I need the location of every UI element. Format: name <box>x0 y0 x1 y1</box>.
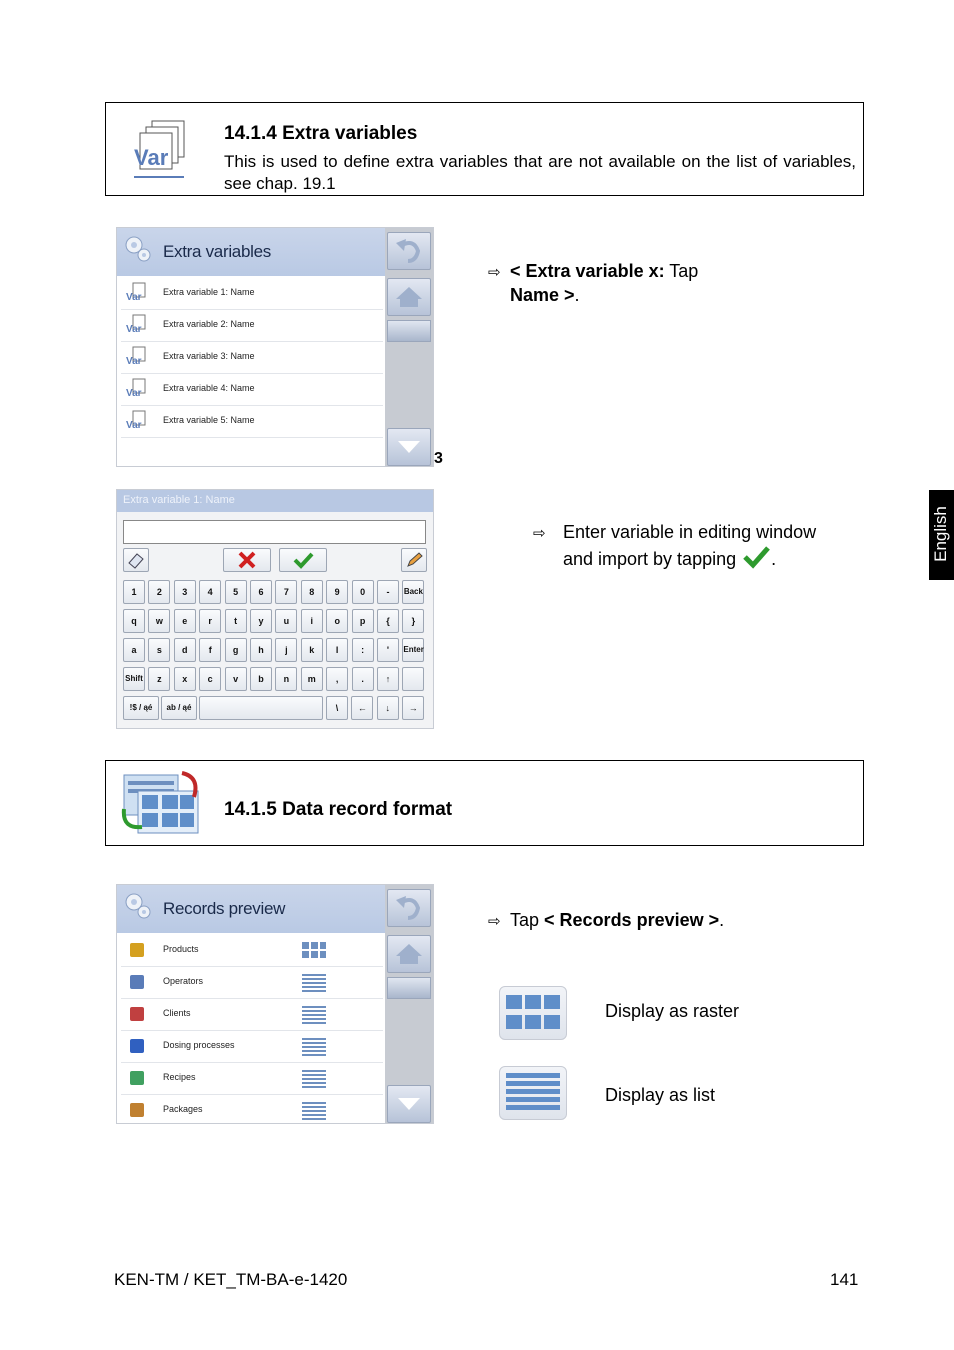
key[interactable]: l <box>326 638 348 662</box>
key[interactable]: Back <box>402 580 424 604</box>
settings-gear-icon <box>123 891 153 921</box>
callout-number: 3 <box>434 450 443 467</box>
list-mode-icon[interactable] <box>301 1100 327 1120</box>
home-button[interactable] <box>387 278 431 316</box>
instr3-suffix: . <box>719 910 725 930</box>
key[interactable]: u <box>275 609 297 633</box>
instr-name: Name > <box>510 285 575 305</box>
keyboard-screen <box>116 489 434 729</box>
list-item-label: Extra variable 4: Name <box>163 383 255 393</box>
key[interactable]: 2 <box>148 580 170 604</box>
cross-icon <box>235 549 259 571</box>
key[interactable]: j <box>275 638 297 662</box>
section-extra-variables <box>105 102 864 196</box>
key[interactable]: 4 <box>199 580 221 604</box>
list-item[interactable] <box>121 342 383 374</box>
settings-gear-icon <box>123 234 153 264</box>
undo-icon <box>388 233 430 269</box>
instr3-prefix: Tap <box>510 910 545 930</box>
instr-text: Tap <box>664 261 699 281</box>
chevron-down-icon <box>388 1086 430 1122</box>
undo-icon <box>388 890 430 926</box>
keyboard-header <box>117 490 433 512</box>
key[interactable]: v <box>225 667 247 691</box>
key[interactable]: !$ / ąé <box>123 696 159 720</box>
var-icon <box>125 282 149 304</box>
key[interactable]: { <box>377 609 399 633</box>
list-item[interactable] <box>121 374 383 406</box>
key[interactable]: s <box>148 638 170 662</box>
list-item-label: Operators <box>163 976 204 986</box>
key[interactable]: 8 <box>301 580 323 604</box>
home-button[interactable] <box>387 935 431 973</box>
list-item[interactable] <box>121 967 383 999</box>
list-item[interactable] <box>121 1095 383 1124</box>
list-item[interactable] <box>121 1063 383 1095</box>
record-type-icon <box>125 1035 149 1057</box>
key[interactable]: ↓ <box>377 696 399 720</box>
edit-button[interactable] <box>401 548 427 572</box>
key[interactable]: 3 <box>174 580 196 604</box>
key[interactable]: a <box>123 638 145 662</box>
var-icon <box>125 314 149 336</box>
instr2-line2: and import by tapping <box>563 549 737 569</box>
key[interactable]: i <box>301 609 323 633</box>
var-icon <box>125 410 149 432</box>
extra-variables-screen <box>116 227 434 467</box>
key[interactable]: 9 <box>326 580 348 604</box>
screen-header <box>117 885 387 933</box>
instruction-enter-variable <box>533 521 853 570</box>
list-item-label: Extra variable 1: Name <box>163 287 255 297</box>
svg-text:Var: Var <box>126 292 142 303</box>
key[interactable]: x <box>174 667 196 691</box>
key[interactable]: 1 <box>123 580 145 604</box>
key[interactable]: m <box>301 667 323 691</box>
screen-title: Records preview <box>163 899 286 918</box>
key[interactable]: Enter <box>402 638 424 662</box>
record-type-icon <box>125 1003 149 1025</box>
key[interactable]: , <box>326 667 348 691</box>
key[interactable]: ↑ <box>377 667 399 691</box>
ok-button[interactable] <box>279 548 327 572</box>
screen-title: Extra variables <box>163 242 271 261</box>
key[interactable]: \ <box>326 696 348 720</box>
key[interactable]: Shift <box>123 667 145 691</box>
key[interactable]: b <box>250 667 272 691</box>
key[interactable]: - <box>377 580 399 604</box>
home-icon <box>388 279 430 315</box>
home-icon <box>388 936 430 972</box>
key[interactable]: z <box>148 667 170 691</box>
svg-text:Var: Var <box>134 145 169 170</box>
checkmark-icon <box>741 545 771 569</box>
chevron-down-icon <box>388 429 430 465</box>
screen-header <box>117 228 387 276</box>
list-mode-icon[interactable] <box>301 1068 327 1088</box>
key[interactable]: t <box>225 609 247 633</box>
key[interactable]: c <box>199 667 221 691</box>
list-item-label: Packages <box>163 1104 203 1114</box>
list-item[interactable] <box>121 310 383 342</box>
list-item-label: Extra variable 3: Name <box>163 351 255 361</box>
record-type-icon <box>125 1099 149 1121</box>
list-item[interactable] <box>121 935 383 967</box>
key[interactable]: } <box>402 609 424 633</box>
arrow-icon: ⇨ <box>533 525 546 542</box>
list-item-label: Dosing processes <box>163 1040 235 1050</box>
key[interactable]: w <box>148 609 170 633</box>
key[interactable]: g <box>225 638 247 662</box>
screen-sidebar <box>385 228 433 466</box>
list-mode-icon[interactable] <box>301 1004 327 1024</box>
key[interactable]: y <box>250 609 272 633</box>
var-icon <box>125 378 149 400</box>
key[interactable]: ← <box>351 696 373 720</box>
list-item-label: Extra variable 2: Name <box>163 319 255 329</box>
key[interactable]: k <box>301 638 323 662</box>
back-button[interactable] <box>387 232 431 270</box>
instruction-records-preview <box>488 909 828 933</box>
instr2-line1: Enter variable in editing window <box>563 522 817 542</box>
key[interactable]: : <box>352 638 374 662</box>
section-title: 14.1.5 Data record format <box>224 799 453 820</box>
key[interactable]: q <box>123 609 145 633</box>
eraser-icon <box>124 549 148 571</box>
list-item[interactable] <box>121 999 383 1031</box>
list-item-label: Extra variable 5: Name <box>163 415 255 425</box>
list-item-label: Products <box>163 944 199 954</box>
screen-sidebar <box>385 885 433 1123</box>
instr2-suffix: . <box>771 549 777 569</box>
scrollbar-thumb[interactable] <box>387 320 431 342</box>
scrollbar-thumb[interactable] <box>387 977 431 999</box>
records-preview-screen <box>116 884 434 1124</box>
list-mode-icon[interactable] <box>301 972 327 992</box>
key[interactable]: 7 <box>275 580 297 604</box>
svg-text:Var: Var <box>126 420 142 431</box>
key[interactable]: r <box>199 609 221 633</box>
pencil-icon <box>402 549 426 571</box>
record-type-icon <box>125 939 149 961</box>
cancel-button[interactable] <box>223 548 271 572</box>
section-description: This is used to define extra variables that are not available on the list of variables, see chap. 19.1 <box>224 152 856 193</box>
scroll-down-button[interactable] <box>387 428 431 466</box>
section-title: 14.1.4 Extra variables <box>224 123 418 144</box>
key[interactable]: p <box>352 609 374 633</box>
key[interactable]: 6 <box>250 580 272 604</box>
language-tab <box>929 490 954 580</box>
instr-bold: < Extra variable x: <box>510 261 665 281</box>
footer-document-id: KEN-TM / KET_TM-BA-e-1420 <box>114 1270 348 1289</box>
key[interactable]: d <box>174 638 196 662</box>
list-mode-icon[interactable] <box>301 1036 327 1056</box>
list-item[interactable] <box>121 1031 383 1063</box>
var-icon <box>125 346 149 368</box>
checkmark-icon <box>291 549 315 571</box>
key[interactable] <box>402 667 424 691</box>
record-type-icon <box>125 1067 149 1089</box>
key[interactable]: . <box>352 667 374 691</box>
section-data-record-format <box>105 760 864 846</box>
list-item-label: Recipes <box>163 1072 196 1082</box>
list-item[interactable] <box>121 278 383 310</box>
raster-label: Display as raster <box>605 1001 740 1021</box>
key[interactable]: n <box>275 667 297 691</box>
language-label: English <box>931 506 950 562</box>
scroll-down-button[interactable] <box>387 1085 431 1123</box>
page-number: 141 <box>830 1270 859 1289</box>
key[interactable]: ' <box>377 638 399 662</box>
list-label: Display as list <box>605 1085 716 1105</box>
text-input-field[interactable] <box>123 520 426 544</box>
arrow-icon: ⇨ <box>488 913 501 930</box>
key[interactable]: 5 <box>225 580 247 604</box>
var-icon <box>130 119 190 181</box>
arrow-icon: ⇨ <box>488 264 501 281</box>
list-view-icon <box>499 1066 567 1120</box>
instruction-extra-variable <box>488 260 788 306</box>
svg-text:Var: Var <box>126 356 142 367</box>
key[interactable]: h <box>250 638 272 662</box>
list-item-label: Clients <box>163 1008 191 1018</box>
svg-text:Var: Var <box>126 388 142 399</box>
key[interactable]: f <box>199 638 221 662</box>
key[interactable]: → <box>402 696 424 720</box>
key[interactable]: 0 <box>352 580 374 604</box>
raster-mode-icon[interactable] <box>301 940 327 960</box>
clear-button[interactable] <box>123 548 149 572</box>
key[interactable]: e <box>174 609 196 633</box>
raster-view-icon <box>499 986 567 1040</box>
back-button[interactable] <box>387 889 431 927</box>
data-record-icon <box>120 769 202 837</box>
record-type-icon <box>125 971 149 993</box>
instr-suffix: . <box>574 285 580 305</box>
list-item[interactable] <box>121 406 383 438</box>
key[interactable]: o <box>326 609 348 633</box>
space-key[interactable] <box>199 696 323 720</box>
instr3-bold: < Records preview > <box>544 910 720 930</box>
key[interactable]: ab / ąé <box>161 696 197 720</box>
svg-text:Var: Var <box>126 324 142 335</box>
keyboard-title: Extra variable 1: Name <box>123 494 235 506</box>
